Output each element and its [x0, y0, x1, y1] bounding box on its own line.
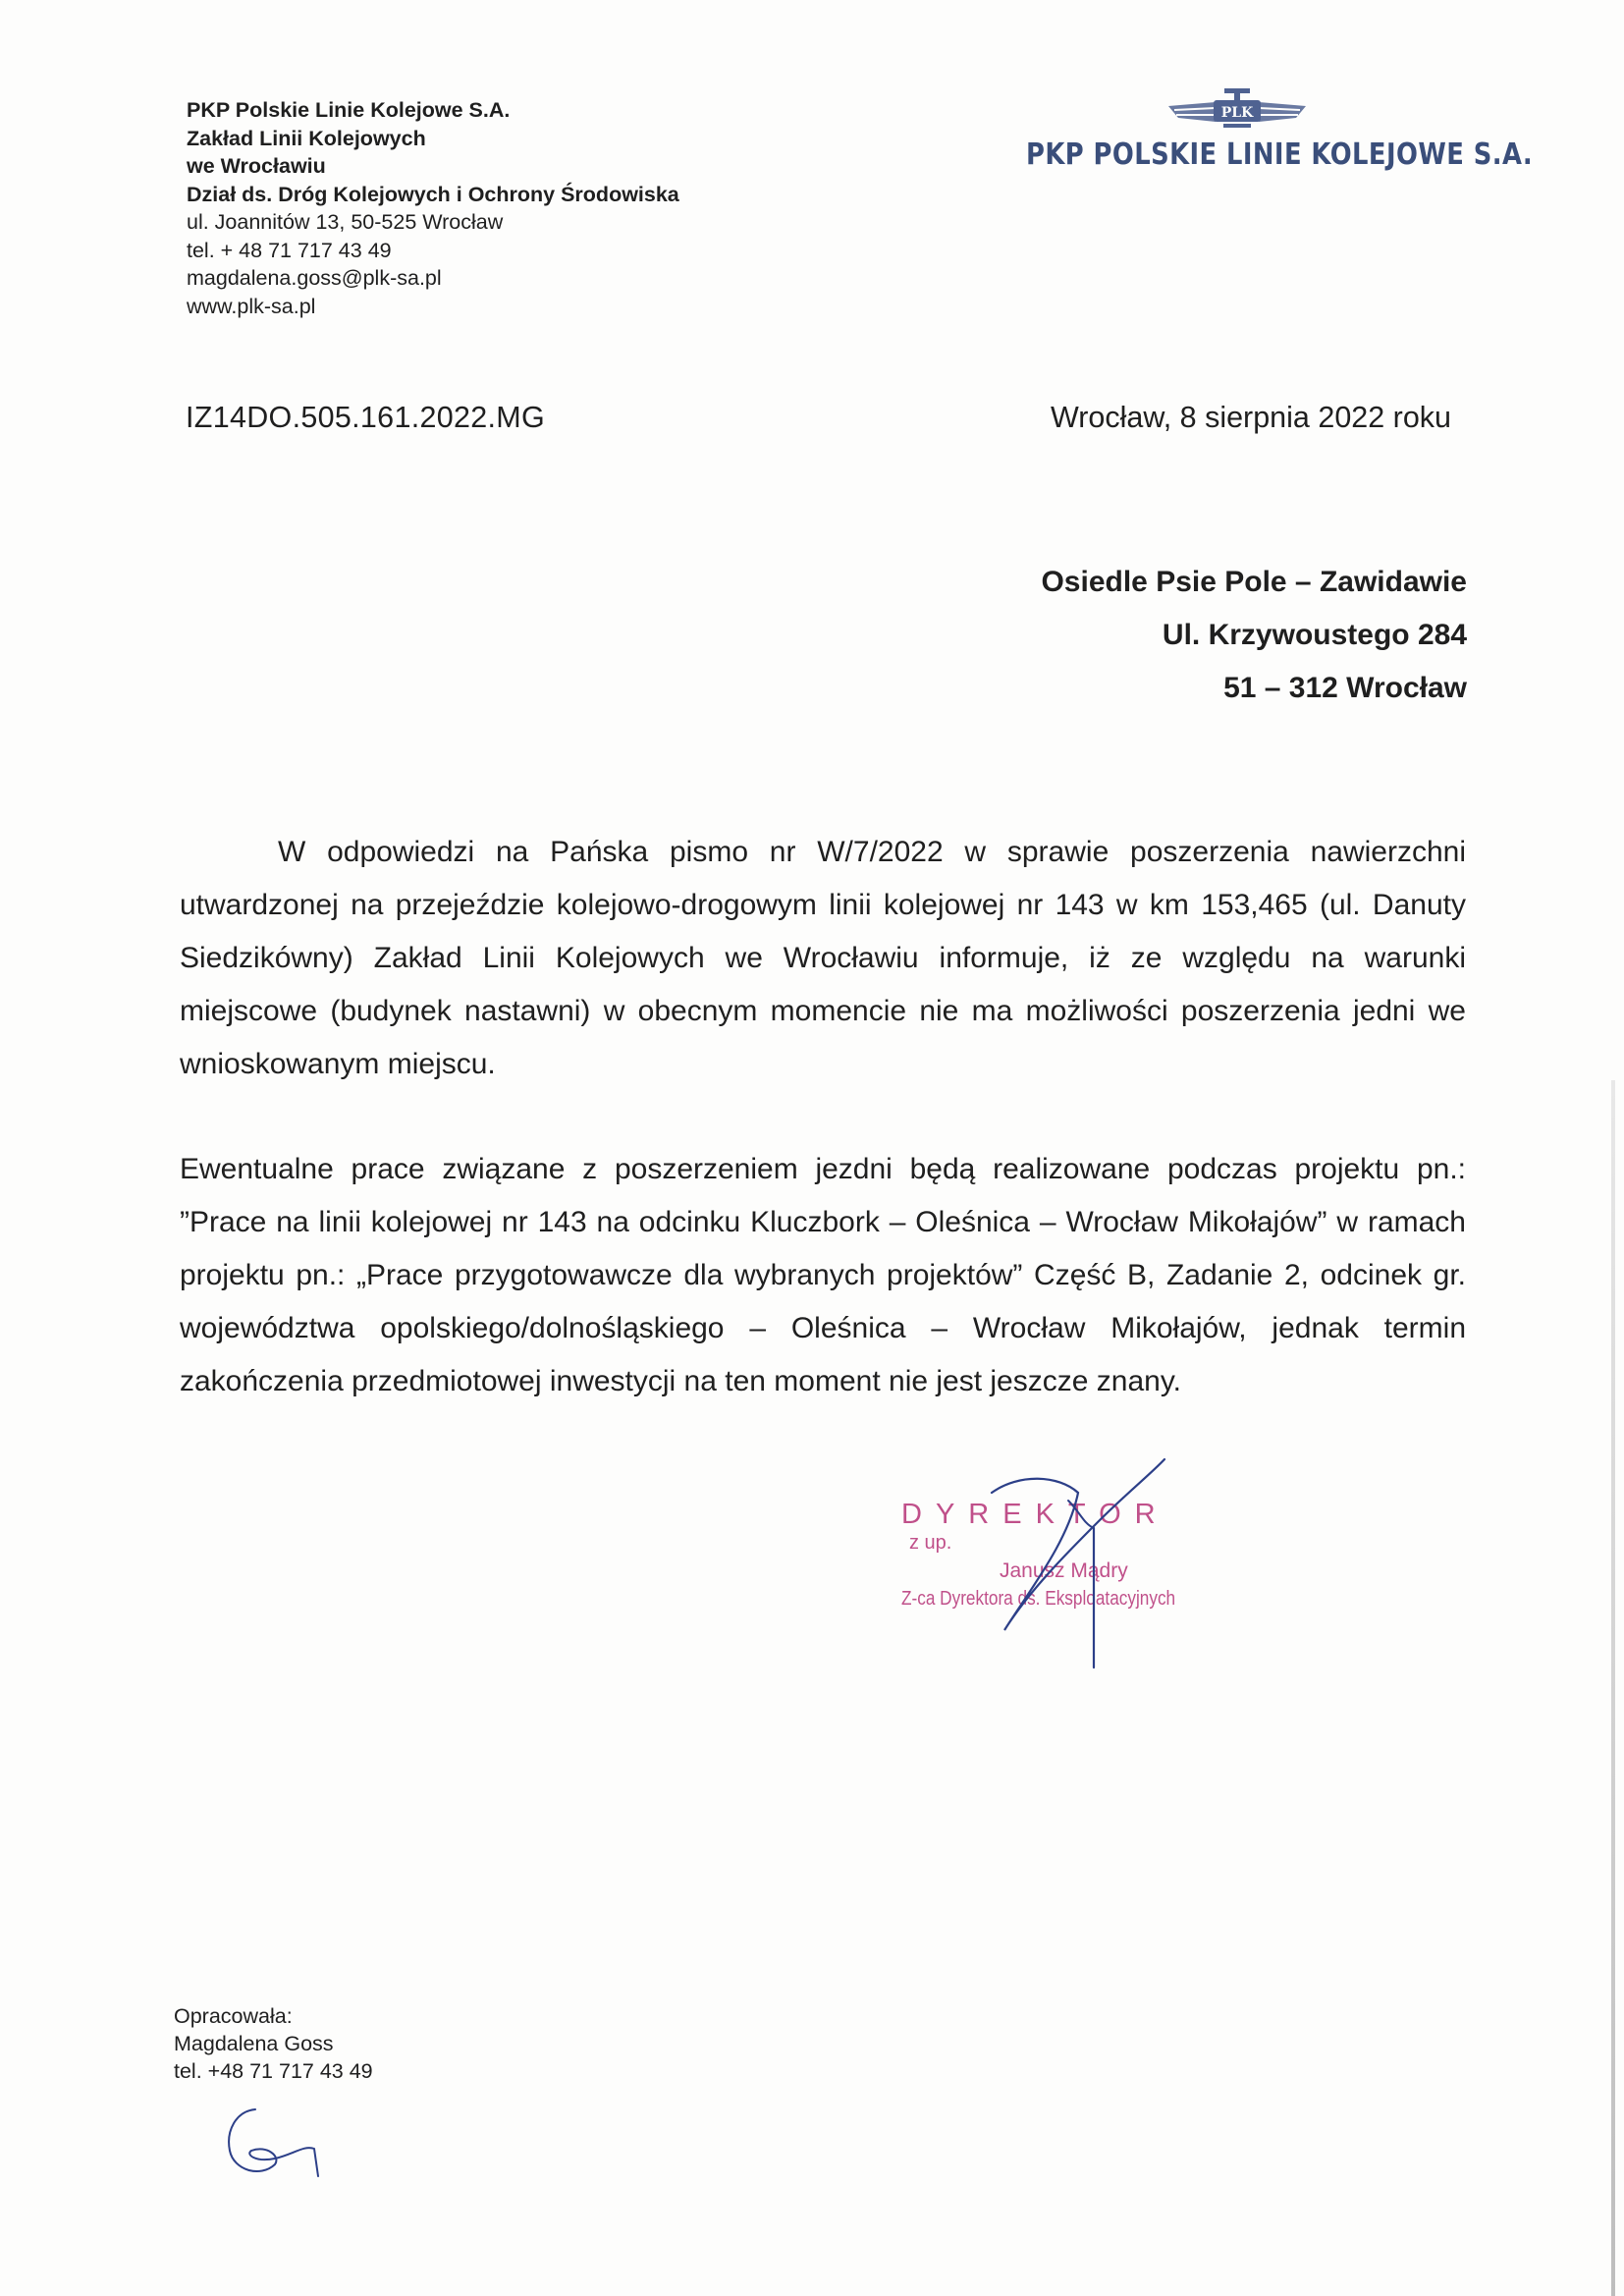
- stamp-zup: z up.: [909, 1532, 952, 1554]
- sender-block: [187, 96, 679, 320]
- body-paragraph-1: W odpowiedzi na Pańska pismo nr W/7/2022 w sprawie poszerzenia nawierzchni utwardzonej na przejeździe kolejowo-drogowym linii kolejowej nr 143 w km 153,465 (ul. Danuty Siedzikówny) Zakład Linii Kolejowych we Wrocławiu informuje, iż ze względu na warunki miejscowe (budynek nastawni) w obecnym momencie nie ma możliwości poszerzenia jedni we wnioskowanym miejscu.: [180, 836, 1466, 1080]
- sender-street: ul. Joannitów 13, 50-525 Wrocław: [187, 210, 504, 234]
- recipient-street: Ul. Krzywoustego 284: [1162, 619, 1467, 651]
- prepared-by-label: Opracowała:: [174, 2004, 293, 2028]
- sender-website: www.plk-sa.pl: [187, 294, 316, 318]
- plk-logo: [992, 88, 1534, 187]
- recipient-name: Osiedle Psie Pole – Zawidawie: [1041, 566, 1467, 598]
- recipient-city: 51 – 312 Wrocław: [1223, 672, 1467, 704]
- letter-date: Wrocław, 8 sierpnia 2022 roku: [1051, 401, 1452, 434]
- sender-department: Dział ds. Dróg Kolejowych i Ochrony Środowiska: [187, 182, 679, 206]
- sender-city: we Wrocławiu: [187, 154, 326, 178]
- recipient-address: [1041, 556, 1467, 715]
- director-signature-icon: [901, 1434, 1255, 1669]
- sender-email: magdalena.goss@plk-sa.pl: [187, 266, 442, 290]
- sender-company: PKP Polskie Linie Kolejowe S.A.: [187, 98, 511, 122]
- prepared-by-block: [174, 2002, 373, 2085]
- stamp-name: Janusz Mądry: [1000, 1559, 1128, 1582]
- prepared-by-name: Magdalena Goss: [174, 2032, 334, 2055]
- initials-signature-icon: [216, 2102, 344, 2190]
- logo-badge: PLK: [1220, 105, 1254, 121]
- sender-phone: tel. + 48 71 717 43 49: [187, 238, 392, 262]
- winged-emblem-icon: [992, 88, 1483, 137]
- sender-unit: Zakład Linii Kolejowych: [187, 126, 426, 150]
- logo-wordmark: PKP POLSKIE LINIE KOLEJOWE S.A.: [1026, 137, 1534, 172]
- signature-stamp: [901, 1434, 1255, 1669]
- reference-number: IZ14DO.505.161.2022.MG: [186, 401, 546, 434]
- stamp-title: DYREKTOR: [901, 1499, 1169, 1530]
- prepared-by-phone: tel. +48 71 717 43 49: [174, 2059, 373, 2083]
- body-paragraph-2: Ewentualne prace związane z poszerzeniem jezdni będą realizowane podczas projektu pn.: ”Prace na linii kolejowej nr 143 na odcinku Kluczbork – Oleśnica – Wrocław Mikołajów” w ramach projektu pn.: „Prace przygotowawcze dla wybranych projektów” Część B, Zadanie 2, odcinek gr. województwa opolskiego/dolnośląskiego – Oleśnica – Wrocław Mikołajów, jednak termin zakończenia przedmiotowej inwestycji na ten moment nie jest jeszcze znany.: [180, 1153, 1466, 1397]
- scan-edge-divider: [1611, 1080, 1615, 2296]
- stamp-role: Z-ca Dyrektora ds. Eksploatacyjnych: [901, 1588, 1176, 1610]
